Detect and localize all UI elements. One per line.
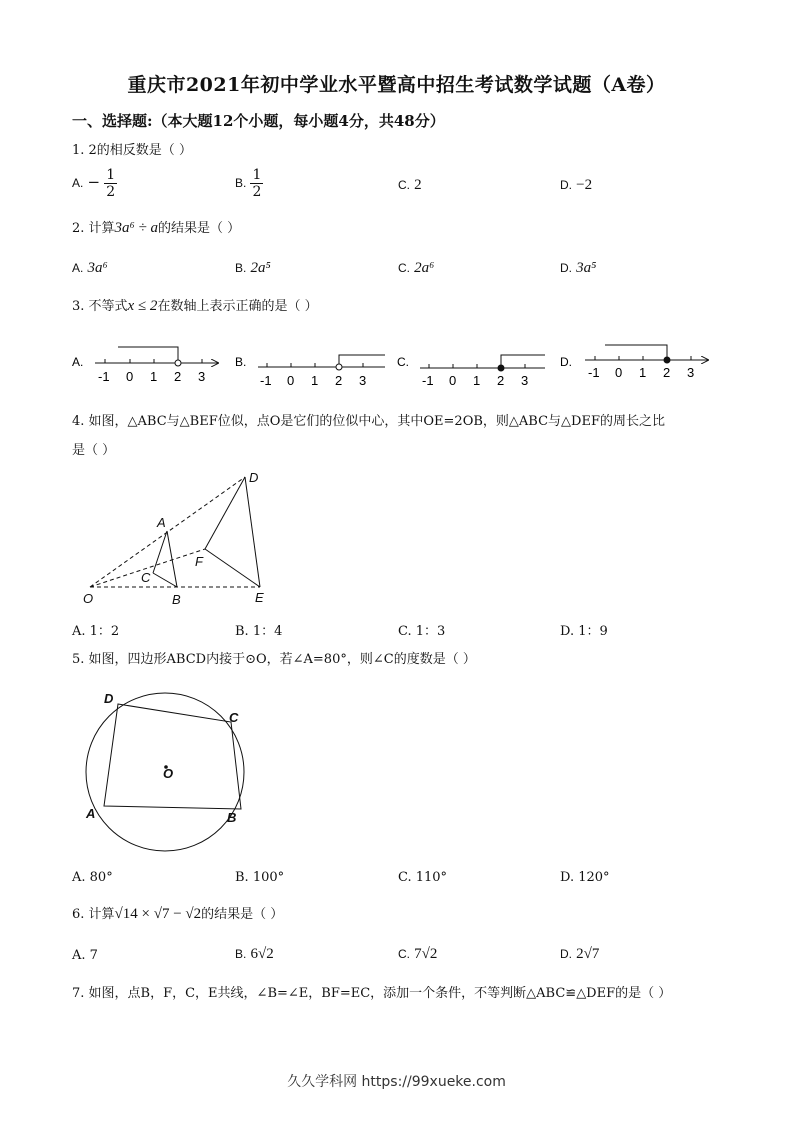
q3-expression: x ≤ 2: [127, 298, 158, 314]
q4-point-c: C: [141, 570, 151, 585]
q6-expression: √14 × √7 − √2: [114, 906, 202, 922]
q1-option-a-sign: −: [87, 173, 101, 191]
q1-option-b-fraction: $\frac{1}{2}$: [252, 167, 262, 200]
q6-option-a[interactable]: A. 7: [72, 948, 98, 963]
q4-option-c[interactable]: C. 1：3: [398, 624, 446, 639]
q3-option-a[interactable]: [72, 347, 218, 384]
footer-watermark[interactable]: 久久学科网 https://99xueke.com: [287, 1074, 506, 1090]
q5-option-b[interactable]: B. 100°: [235, 870, 285, 885]
q4-stem-continued: 是（ ）: [72, 443, 116, 458]
q3-d-tick-4: 3: [687, 365, 695, 380]
q6-option-d[interactable]: D. 2√7: [560, 946, 600, 962]
q2-option-b[interactable]: B. 2a⁵: [235, 260, 271, 276]
q3-a-tick-0: -1: [98, 369, 110, 384]
q3-c-tick-4: 3: [521, 373, 529, 388]
q3-label-a: A.: [72, 355, 84, 369]
page-title: 重庆市2021年初中学业水平暨高中招生考试数学试题（A卷）: [127, 74, 666, 96]
q4-stem: 4. 如图，△ABC与△BEF位似，点O是它们的位似中心，其中OE=2OB，则△ABC与△DEF的周长之比: [72, 414, 665, 429]
q3-option-d[interactable]: [560, 345, 708, 380]
q2-stem: 2. 计算3a⁶ ÷ a的结果是（ ）: [72, 220, 241, 236]
q4-point-b: B: [172, 592, 181, 607]
q5-point-b: B: [227, 810, 237, 825]
section-heading: 一、选择题:（本大题12个小题，每小题4分，共48分）: [72, 112, 445, 130]
q3-a-tick-3: 2: [174, 369, 182, 384]
q3-option-c[interactable]: [397, 355, 545, 388]
q3-c-tick-0: -1: [422, 373, 434, 388]
q4-option-a[interactable]: A. 1：2: [72, 624, 120, 639]
q5-point-c: C: [229, 710, 239, 725]
q4-point-a: A: [157, 515, 166, 530]
q3-label-b: B.: [235, 355, 247, 369]
q3-d-tick-2: 1: [639, 365, 647, 380]
q5-figure: [78, 685, 258, 855]
q2-option-a[interactable]: A. 3a⁶: [72, 260, 108, 276]
q5-point-a: A: [86, 806, 96, 821]
q3-b-tick-0: -1: [260, 373, 272, 388]
q3-a-tick-1: 0: [126, 369, 134, 384]
q4-option-b[interactable]: B. 1：4: [235, 624, 283, 639]
q1-stem: 1. 2的相反数是（ ）: [72, 143, 192, 158]
q3-d-tick-3: 2: [663, 365, 671, 380]
q2-option-d[interactable]: D. 3a⁵: [560, 260, 597, 276]
q5-stem: 5. 如图，四边形ABCD内接于⊙O，若∠A=80°，则∠C的度数是（ ）: [72, 652, 476, 667]
q4-point-e: E: [255, 590, 264, 605]
q5-option-c[interactable]: C. 110°: [398, 870, 448, 885]
q6-stem: 6. 计算√14 × √7 − √2的结果是（ ）: [72, 906, 284, 922]
q3-d-tick-0: -1: [588, 365, 600, 380]
q3-d-tick-1: 0: [615, 365, 623, 380]
q3-b-tick-4: 3: [359, 373, 367, 388]
q3-b-tick-3: 2: [335, 373, 343, 388]
q5-point-d: D: [104, 691, 114, 706]
q1-option-c[interactable]: C. 2: [398, 177, 422, 193]
q3-c-tick-3: 2: [497, 373, 505, 388]
q3-c-tick-2: 1: [473, 373, 481, 388]
q1-option-a[interactable]: A. − $\frac{1}{2}$: [72, 167, 116, 200]
q3-b-tick-2: 1: [311, 373, 319, 388]
q6-option-c[interactable]: C. 7√2: [398, 946, 438, 962]
q3-b-tick-1: 0: [287, 373, 295, 388]
q6-option-b[interactable]: B. 6√2: [235, 946, 274, 962]
q5-option-d[interactable]: D. 120°: [560, 870, 610, 885]
q3-label-c: C.: [397, 355, 409, 369]
q2-expression: 3a⁶ ÷ a: [114, 220, 158, 236]
q1-option-a-fraction: $\frac{1}{2}$: [106, 167, 116, 200]
q5-option-a[interactable]: A. 80°: [72, 870, 113, 885]
q4-point-d: D: [249, 470, 259, 485]
q1-option-b[interactable]: B. $\frac{1}{2}$: [235, 167, 262, 200]
q4-point-f: F: [195, 554, 203, 569]
q1-option-d[interactable]: D. −2: [560, 177, 593, 193]
q4-point-o: O: [83, 591, 94, 606]
q3-option-b[interactable]: [235, 355, 385, 388]
q3-a-tick-2: 1: [150, 369, 158, 384]
q3-stem: 3. 不等式x ≤ 2在数轴上表示正确的是（ ）: [72, 298, 318, 314]
q4-option-d[interactable]: D. 1：9: [560, 624, 608, 639]
q3-label-d: D.: [560, 355, 572, 369]
q5-point-o: O: [163, 766, 174, 781]
q7-stem: 7. 如图，点B，F，C，E共线，∠B=∠E，BF=EC，添加一个条件，不等判断△ABC≌△DEF的是（ ）: [72, 986, 672, 1001]
q5-quadrilateral: [104, 704, 241, 809]
q3-a-tick-4: 3: [198, 369, 206, 384]
q4-figure: [75, 465, 295, 610]
q3-c-tick-1: 0: [449, 373, 457, 388]
q2-option-c[interactable]: C. 2a⁶: [398, 260, 435, 276]
q3-number-lines: [60, 335, 740, 390]
